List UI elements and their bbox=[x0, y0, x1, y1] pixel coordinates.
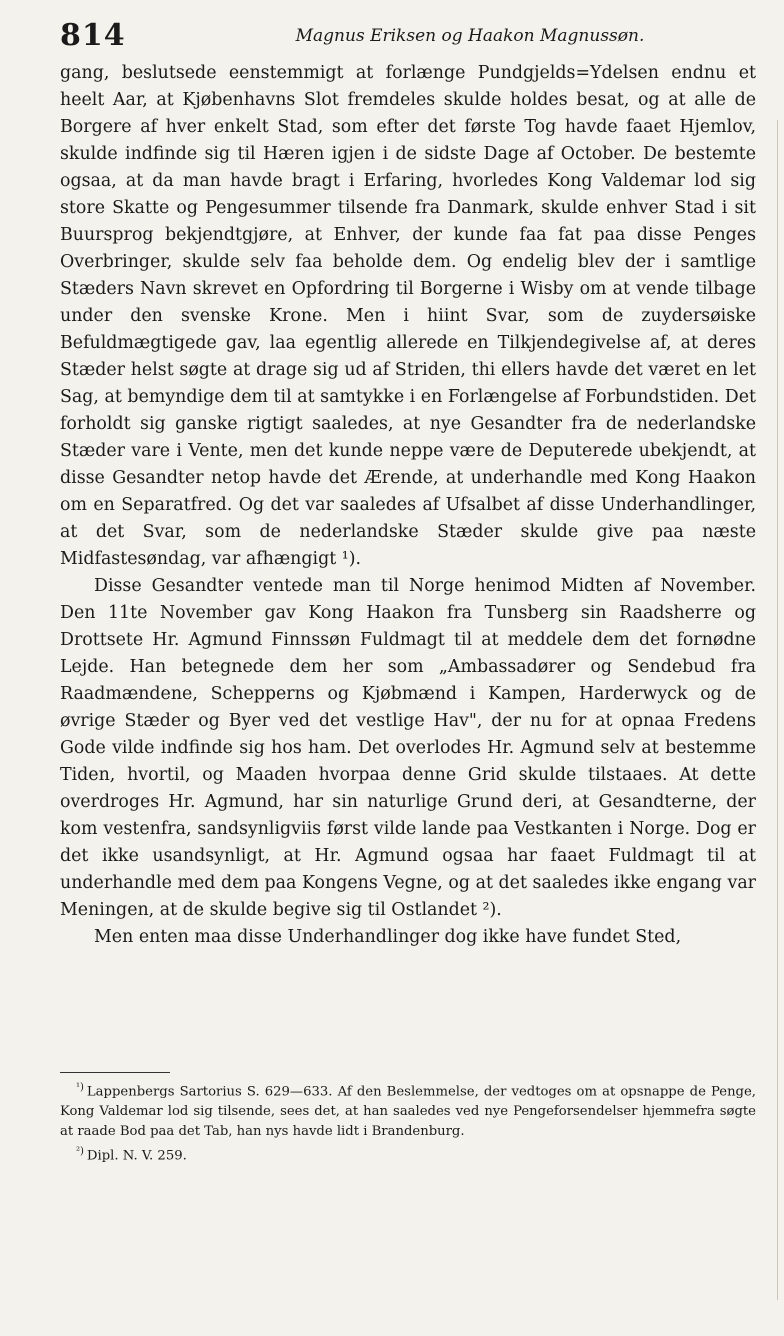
footnote-1-text: Lappenbergs Sartorius S. 629—633. Af den Beslemmelse, der vedtoges om at opsnappe de Penge, Kong Valdemar lod sig tilsende, sees det, at han saaledes ved nye Pengeforsendelser hjemmefra søgte at raade Bod paa det Tab, han nys havde lidt i Brandenburg. bbox=[60, 1084, 756, 1140]
footnote-2-number: ²) bbox=[76, 1146, 84, 1158]
footnote-1 bbox=[60, 1078, 756, 1142]
footnotes bbox=[60, 1078, 756, 1167]
footnote-rule bbox=[60, 1072, 170, 1073]
paragraph-3: Men enten maa disse Underhandlinger dog ikke have fundet Sted, bbox=[94, 927, 682, 947]
footnote-2 bbox=[60, 1142, 756, 1166]
footnote-2-text: Dipl. N. V. 259. bbox=[86, 1148, 187, 1164]
paragraph-1: gang, beslutsede eenstemmigt at forlænge Pundgjelds=Ydelsen endnu et heelt Aar, at Kjøbenhavns Slot fremdeles skulde holdes besat, og at alle de Borgere af hver enkelt Stad, som efter det første Tog havde faaet Hjemlov, skulde indfinde sig til Hæren igjen i de sidste Dage af October. De bestemte ogsaa, at da man havde bragt i Erfaring, hvorledes Kong Valdemar lod sig store Skatte og Pengesummer tilsende fra Danmark, skulde enhver Stad i sit Buursprog bekjendtgjøre, at Enhver, der kunde faa fat paa disse Penges Overbringer, skulde selv faa beholde dem. Og endelig blev der i samtlige Stæders Navn skrevet en Opfordring til Borgerne i Wisby om at vende tilbage under den svenske Krone. Men i hiint Svar, som de zuydersøiske Befuldmægtigede gav, laa egentlig allerede en Tilkjendegivelse af, at deres Stæder helst søgte at drage sig ud af Striden, thi ellers havde det været en let Sag, at bemyndige dem til at samtykke i en Forlængelse af Forbundstiden. Det forholdt sig ganske rigtigt saaledes, at nye Gesandter fra de nederlandske Stæder vare i Vente, men det kunde neppe være de Deputerede ubekjendt, at disse Gesandter netop havde det Ærende, at underhandle med Kong Haakon om en Separatfred. Og det var saaledes af Ufsalbet af disse Underhandlinger, at det Svar, som de nederlandske Stæder skulde give paa næste Midfastesøndag, var afhængigt ¹). bbox=[60, 63, 756, 569]
page-edge-shadow bbox=[777, 120, 784, 1300]
page-header bbox=[60, 18, 760, 58]
body-text bbox=[60, 60, 756, 951]
page-number: 814 bbox=[60, 18, 126, 53]
paragraph-2: Disse Gesandter ventede man til Norge henimod Midten af November. Den 11te November gav Kong Haakon fra Tunsberg sin Raadsherre og Drottsete Hr. Agmund Finnssøn Fuldmagt til at meddele dem det fornødne Lejde. Han betegnede dem her som „Ambassadører og Sendebud fra Raadmændene, Schepperns og Kjøbmænd i Kampen, Harderwyck og de øvrige Stæder og Byer ved det vestlige Hav", der nu for at opnaa Fredens Gode vilde indfinde sig hos ham. Det overlodes Hr. Agmund selv at bestemme Tiden, hvortil, og Maaden hvorpaa denne Grid skulde tilstaaes. At dette overdroges Hr. Agmund, har sin naturlige Grund deri, at Gesandterne, der kom vestenfra, sandsynligviis først vilde lande paa Vestkanten i Norge. Dog er det ikke usandsynligt, at Hr. Agmund ogsaa har faaet Fuldmagt til at underhandle med dem paa Kongens Vegne, og at det saaledes ikke engang var Meningen, at de skulde begive sig til Ostlandet ²). bbox=[60, 576, 756, 920]
footnote-1-number: ¹) bbox=[76, 1082, 84, 1093]
running-head: Magnus Eriksen og Haakon Magnussøn. bbox=[295, 26, 645, 46]
